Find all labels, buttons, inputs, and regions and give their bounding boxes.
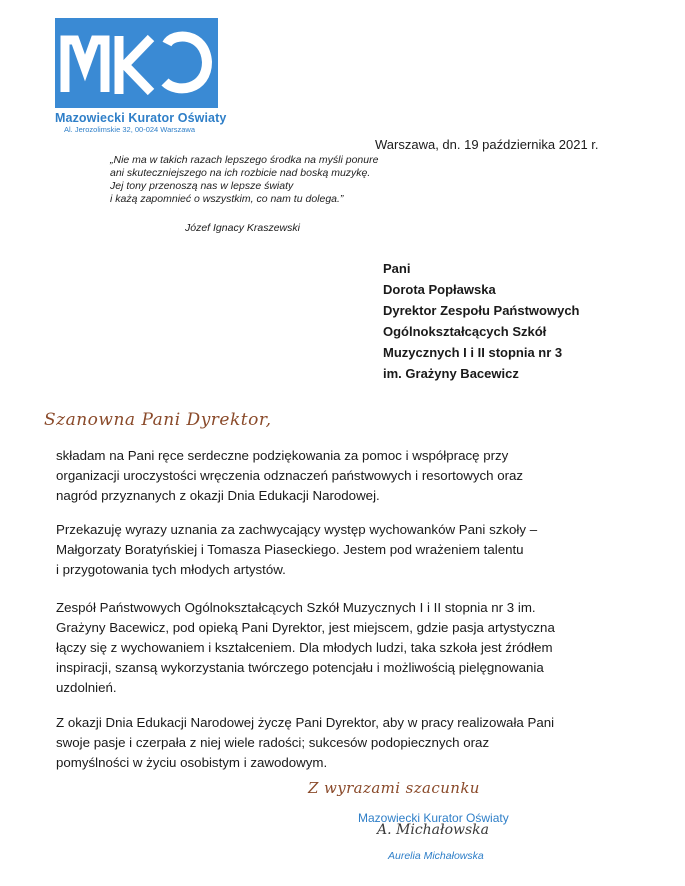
recipient-line: Pani [383, 261, 411, 276]
place-date: Warszawa, dn. 19 października 2021 r. [375, 137, 599, 152]
paragraph-line: Małgorzaty Boratyńskiej i Tomasza Piaseckiego. Jestem pod wrażeniem talentu [56, 542, 524, 557]
paragraph-1 [56, 446, 622, 506]
quote-line: Jej tony przenoszą nas w lepsze światy [110, 180, 294, 192]
recipient-line: Muzycznych I i II stopnia nr 3 [383, 345, 563, 360]
paragraph-2 [56, 520, 622, 580]
quote-line: i każą zapomnieć o wszystkim, co nam tu dolega.” [110, 193, 344, 205]
salutation: Szanowna Pani Dyrektor, [44, 410, 272, 430]
closing-handwritten: Z wyrazami szacunku [308, 779, 480, 797]
paragraph-line: Grażyny Bacewicz, pod opieką Pani Dyrektor, jest miejscem, gdzie pasja artystyczna [56, 620, 555, 635]
paragraph-line: i przygotowania tych młodych artystów. [56, 562, 286, 577]
paragraph-line: uzdolnień. [56, 680, 117, 695]
paragraph-line: swoje pasje i czerpała z niej wiele radości; sukcesów podopiecznych oraz [56, 735, 490, 750]
quote [110, 154, 410, 206]
paragraph-line: organizacji uroczystości wręczenia odznaczeń państwowych i resortowych oraz [56, 468, 524, 483]
quote-line: ani skuteczniejszego na ich rozbicie nad boską muzykę. [110, 167, 371, 179]
recipient-line: Dorota Popławska [383, 282, 496, 297]
paragraph-3 [56, 598, 622, 698]
signature-name: Aurelia Michałowska [388, 850, 484, 862]
recipient-block [383, 258, 580, 384]
recipient-line: im. Grażyny Bacewicz [383, 366, 519, 381]
paragraph-line: Zespół Państwowych Ogólnokształcących Szkół Muzycznych I i II stopnia nr 3 im. [56, 600, 536, 615]
recipient-line: Dyrektor Zespołu Państwowych [383, 303, 580, 318]
signature-org: Mazowiecki Kurator Oświaty [358, 811, 509, 825]
paragraph-line: nagród przyznanych z okazji Dnia Edukacji Narodowej. [56, 488, 380, 503]
handwritten-signature: A. Michałowska [377, 822, 489, 838]
paragraph-line: składam na Pani ręce serdeczne podziękowania za pomoc i współpracę przy [56, 448, 509, 463]
paragraph-line: inspiracji, szansą wykorzystania twórczego potencjału i możliwością pielęgnowania [56, 660, 544, 675]
mko-logo [55, 18, 218, 108]
quote-line: „Nie ma w takich razach lepszego środka na myśli ponure [110, 154, 379, 166]
paragraph-line: łączy się z wychowaniem i kształceniem. Dla młodych ludzi, taka szkoła jest źródłem [56, 640, 553, 655]
paragraph-line: Z okazji Dnia Edukacji Narodowej życzę Pani Dyrektor, aby w pracy realizowała Pani [56, 715, 555, 730]
org-address: Al. Jerozolimskie 32, 00-024 Warszawa [64, 125, 196, 134]
paragraph-line: Przekazuję wyrazy uznania za zachwycający występ wychowanków Pani szkoły – [56, 522, 538, 537]
paragraph-4 [56, 713, 622, 773]
quote-author: Józef Ignacy Kraszewski [185, 222, 300, 234]
paragraph-line: pomyślności w życiu osobistym i zawodowym. [56, 755, 328, 770]
mko-logo-mark [55, 18, 218, 108]
recipient-line: Ogólnokształcących Szkół [383, 324, 547, 339]
org-name: Mazowiecki Kurator Oświaty [55, 111, 227, 125]
